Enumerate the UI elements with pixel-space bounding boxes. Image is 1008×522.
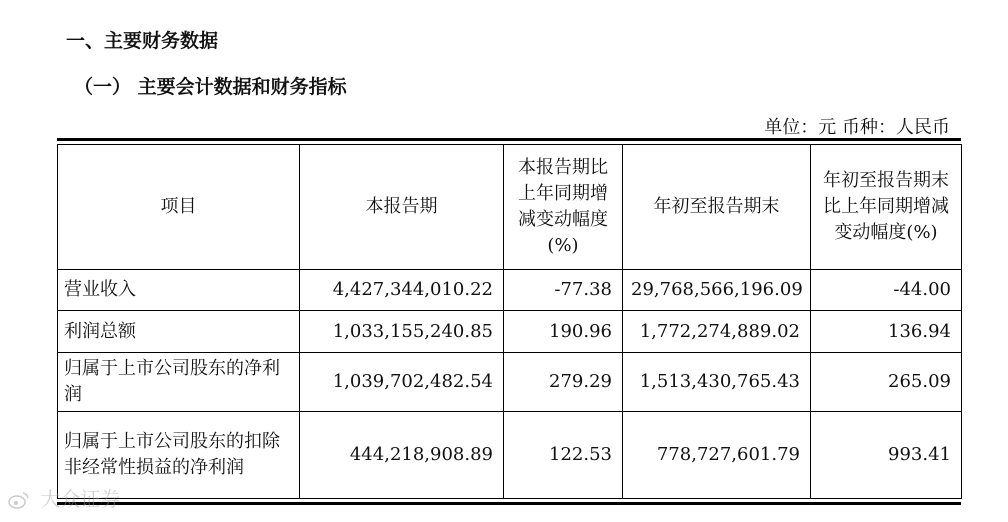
watermark-text: 大众证券 (40, 487, 121, 511)
table-row (58, 270, 962, 311)
unit-currency-note: 单位：元 币种：人民币 (764, 117, 950, 138)
row-current: 444,218,908.89 (300, 412, 504, 499)
weibo-logo-icon (8, 491, 30, 509)
row-current-change: 122.53 (504, 412, 623, 499)
header-ytd-change: 年初至报告期末比上年同期增减变动幅度(%) (811, 145, 962, 270)
table-row (58, 412, 962, 499)
row-current-change: 279.29 (504, 353, 623, 412)
header-ytd: 年初至报告期末 (623, 145, 811, 270)
row-ytd-change: 993.41 (811, 412, 962, 499)
row-current-change: 190.96 (504, 311, 623, 353)
row-ytd-change: 136.94 (811, 311, 962, 353)
table-row (58, 353, 962, 412)
header-current-change: 本报告期比上年同期增减变动幅度(%) (504, 145, 623, 270)
row-ytd: 29,768,566,196.09 (623, 270, 811, 311)
row-current: 1,039,702,482.54 (300, 353, 504, 412)
row-ytd: 1,513,430,765.43 (623, 353, 811, 412)
financial-data-table-wrapper (57, 138, 961, 505)
header-item: 项目 (58, 145, 300, 270)
row-item: 利润总额 (58, 311, 300, 353)
row-current: 4,427,344,010.22 (300, 270, 504, 311)
row-item: 营业收入 (58, 270, 300, 311)
table-bottom-double-rule (57, 502, 961, 505)
row-current: 1,033,155,240.85 (300, 311, 504, 353)
row-item: 归属于上市公司股东的净利润 (58, 353, 300, 412)
section-heading: 一、主要财务数据 (66, 30, 219, 52)
row-ytd: 778,727,601.79 (623, 412, 811, 499)
row-ytd: 1,772,274,889.02 (623, 311, 811, 353)
financial-data-table (57, 144, 962, 499)
table-row (58, 311, 962, 353)
row-item: 归属于上市公司股东的扣除非经常性损益的净利润 (58, 412, 300, 499)
table-top-double-rule (57, 138, 961, 141)
row-ytd-change: -44.00 (811, 270, 962, 311)
header-current-period: 本报告期 (300, 145, 504, 270)
subsection-heading: （一） 主要会计数据和财务指标 (74, 76, 347, 98)
row-current-change: -77.38 (504, 270, 623, 311)
table-header-row (58, 145, 962, 270)
row-ytd-change: 265.09 (811, 353, 962, 412)
